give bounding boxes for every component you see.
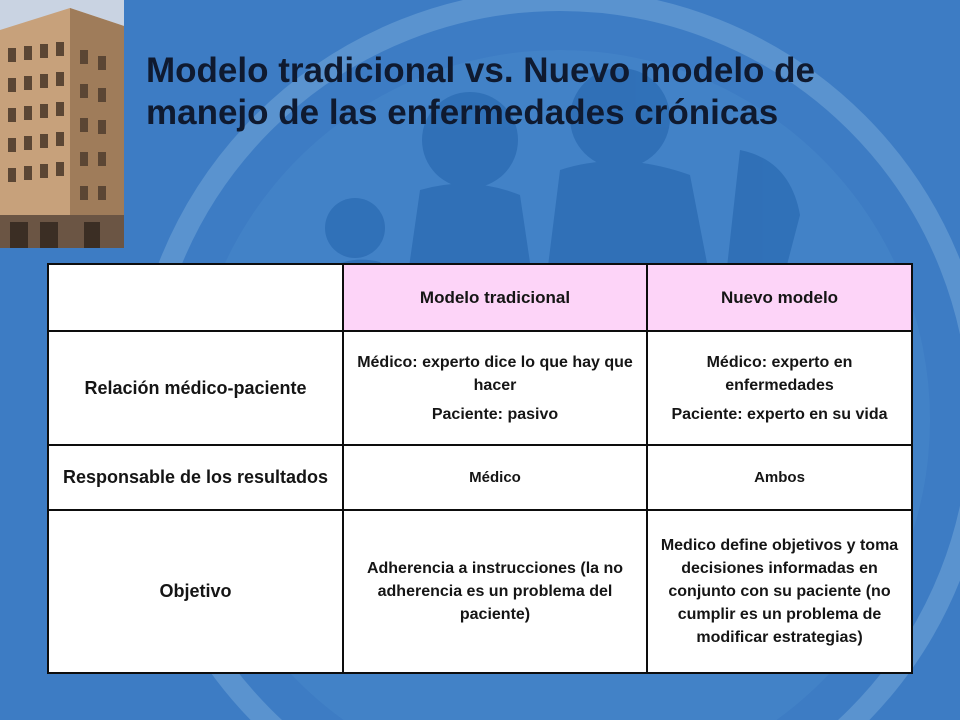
cell-text: Medico define objetivos y toma decisiones informadas en conjunto con su paciente (no cumplir es un problema de modificar estrategias) — [660, 537, 899, 646]
table-row — [48, 510, 912, 673]
row-label-objetivo: Objetivo — [48, 510, 343, 673]
cell-text: Médico — [469, 469, 521, 486]
cell-objetivo-nuevo — [647, 510, 912, 673]
table-row — [48, 445, 912, 510]
row-label-responsable: Responsable de los resultados — [48, 445, 343, 510]
cell-relacion-nuevo — [647, 331, 912, 445]
cell-text: Ambos — [754, 469, 805, 486]
cell-text: Paciente: experto en su vida — [671, 405, 888, 423]
cell-responsable-tradicional — [343, 445, 647, 510]
table-header-row — [48, 264, 912, 331]
cell-relacion-tradicional — [343, 331, 647, 445]
table-row — [48, 331, 912, 445]
building-photo — [0, 0, 124, 248]
slide-title-line-2: manejo de las enfermedades crónicas — [146, 93, 779, 132]
cell-responsable-nuevo — [647, 445, 912, 510]
slide-title — [146, 50, 906, 134]
cell-text: Adherencia a instrucciones (la no adherencia es un problema del paciente) — [366, 560, 624, 623]
slide-title-line-1: Modelo tradicional vs. Nuevo modelo de — [146, 51, 815, 90]
comparison-table — [47, 263, 913, 674]
cell-objetivo-tradicional — [343, 510, 647, 673]
header-empty-cell — [48, 264, 343, 331]
header-modelo-tradicional: Modelo tradicional — [343, 264, 647, 331]
cell-text: Médico: experto dice lo que hay que hacer — [357, 353, 633, 394]
row-label-relacion: Relación médico-paciente — [48, 331, 343, 445]
cell-text: Paciente: pasivo — [431, 405, 559, 423]
cell-text: Médico: experto en enfermedades — [706, 353, 853, 394]
header-nuevo-modelo: Nuevo modelo — [647, 264, 912, 331]
